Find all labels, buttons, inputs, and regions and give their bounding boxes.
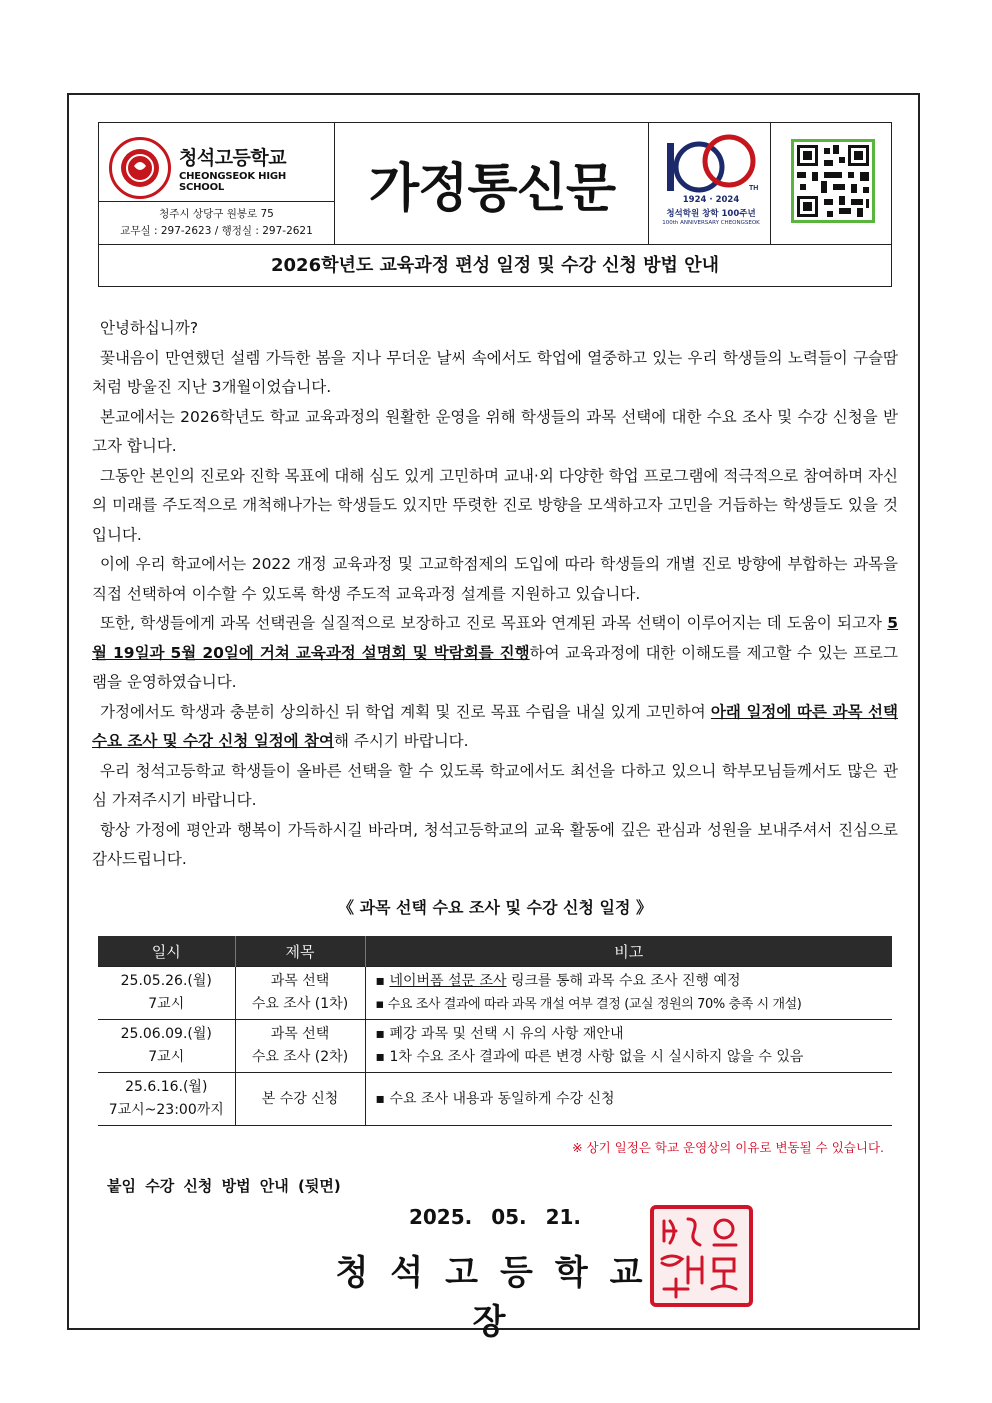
emphasis-participation: 아래 일정에 따른 과목 선택 수요 조사 및 수강 신청 일정에 참여 [92, 702, 898, 750]
naver-form-link[interactable]: 네이버폼 설문 조사 [389, 973, 507, 989]
date-cell: 25.6.16.(월) 7교시~23:00까지 [98, 1073, 235, 1126]
doc-title: 가정통신문 [368, 159, 616, 219]
schedule-table [98, 936, 892, 1126]
principal-signature: 청석고등학교장 [335, 1253, 665, 1342]
doc-title-block [335, 123, 649, 244]
qr-code-icon[interactable] [791, 139, 875, 223]
date-cell: 25.06.09.(월) 7교시 [98, 1020, 235, 1073]
table-row [98, 967, 892, 1020]
paragraph: 가정에서도 학생과 충분히 상의하신 뒤 학업 계획 및 진로 목표 수립을 내실 있게 고민하여 아래 일정에 따른 과목 선택 수요 조사 및 수강 신청 일정에 참여해 주시기 바랍니다. [92, 702, 898, 750]
paragraph: 우리 청석고등학교 학생들이 올바른 선택을 할 수 있도록 학교에서도 최선을 다하고 있으니 학부모님들께서도 많은 관심 가져주시기 바랍니다. [92, 761, 898, 809]
note-cell: ▪ 수요 조사 내용과 동일하게 수강 신청 [365, 1073, 892, 1126]
anniversary-years: 1924 · 2024 [682, 195, 740, 205]
table-row [98, 1073, 892, 1126]
column-header: 비고 [365, 936, 892, 967]
title-cell: 본 수강 신청 [235, 1073, 365, 1126]
school-name: 청석고등학교 [179, 147, 287, 169]
paragraph: 항상 가정에 평안과 행복이 가득하시길 바라며, 청석고등학교의 교육 활동에 깊은 관심과 성원을 보내주셔서 진심으로 감사드립니다. [92, 820, 898, 868]
school-logo-icon [109, 137, 171, 199]
table-row [98, 1020, 892, 1073]
title-cell: 과목 선택 수요 조사 (2차) [235, 1020, 365, 1073]
table-header-row [98, 936, 892, 967]
anniversary-100-icon [663, 133, 759, 195]
attachment-note: 붙임 수강 신청 방법 안내 (뒷면) [107, 1177, 341, 1195]
official-seal-icon [650, 1205, 753, 1307]
svg-text:TH: TH [749, 185, 759, 192]
paragraph: 또한, 학생들에게 과목 선택권을 실질적으로 보장하고 진로 목표와 연계된 과목 선택이 이루어지는 데 도움이 되고자 5월 19일과 5월 20일에 거쳐 교육과정 설명회 및 박람회를 진행하여 교육과정에 대한 이해도를 제고할 수 있는 프로그램을 운영하였습니다. [92, 614, 898, 691]
letterhead [98, 122, 892, 245]
paragraph: 꽃내음이 만연했던 설렘 가득한 봄을 지나 무더운 날씨 속에서도 학업에 열중하고 있는 우리 학생들의 노력들이 구슬땀처럼 방울진 지난 3개월이었습니다. [92, 348, 898, 396]
column-header: 일시 [98, 936, 235, 967]
anniversary-emblem [649, 123, 771, 244]
school-phones: 교무실 : 297-2623 / 행정실 : 297-2621 [120, 225, 313, 237]
schedule-footnote: ※ 상기 일정은 학교 운영상의 이유로 변동될 수 있습니다. [572, 1140, 884, 1155]
school-address: 청주시 상당구 원봉로 75 [159, 208, 274, 220]
school-name-english: CHEONGSEOK HIGH SCHOOL [179, 171, 287, 193]
anniversary-label-english: 100th ANNIVERSARY CHEONGSEOK [662, 220, 760, 226]
schedule-title: 《 과목 선택 수요 조사 및 수강 신청 일정 》 [338, 898, 652, 917]
anniversary-label: 청석학원 창학 100주년 [666, 209, 756, 219]
emphasis-info-session: 5월 19일과 5월 20일에 거쳐 교육과정 설명회 및 박람회를 진행 [92, 614, 898, 662]
paragraph: 이에 우리 학교에서는 2022 개정 교육과정 및 고교학점제의 도입에 따라 학생들의 개별 진로 방향에 부합하는 과목을 직접 선택하여 이수할 수 있도록 학생 주도적 교육과정 설계를 지원하고 있습니다. [92, 555, 898, 603]
title-cell: 과목 선택 수요 조사 (1차) [235, 967, 365, 1020]
issue-date: 2025. 05. 21. [408, 1205, 582, 1229]
column-header: 제목 [235, 936, 365, 967]
qr-block [771, 123, 891, 244]
greeting: 안녕하십니까? [100, 319, 199, 337]
note-cell: ▪ 폐강 과목 및 선택 시 유의 사항 재안내 ▪ 1차 수요 조사 결과에 따른 변경 사항 없을 시 실시하지 않을 수 있음 [365, 1020, 892, 1073]
note-cell: ▪ 네이버폼 설문 조사 링크를 통해 과목 수요 조사 진행 예정 ▪ 수요 조사 결과에 따라 과목 개설 여부 결정 (교실 정원의 70% 충족 시 개설) [365, 967, 892, 1020]
paragraph: 그동안 본인의 진로와 진학 목표에 대해 심도 있게 고민하며 교내·외 다양한 학업 프로그램에 적극적으로 참여하며 자신의 미래를 주도적으로 개척해나가는 학생들도 있지만 뚜렷한 진로 방향을 모색하고자 고민을 거듭하는 학생들도 있을 것입니다. [92, 466, 898, 544]
notice-subtitle: 2026학년도 교육과정 편성 일정 및 수강 신청 방법 안내 [98, 245, 892, 287]
school-block [99, 123, 335, 244]
school-contact [99, 201, 334, 244]
letter-body [92, 314, 898, 875]
paragraph: 본교에서는 2026학년도 학교 교육과정의 원활한 운영을 위해 학생들의 과목 선택에 대한 수요 조사 및 수강 신청을 받고자 합니다. [92, 407, 898, 455]
date-cell: 25.05.26.(월) 7교시 [98, 967, 235, 1020]
